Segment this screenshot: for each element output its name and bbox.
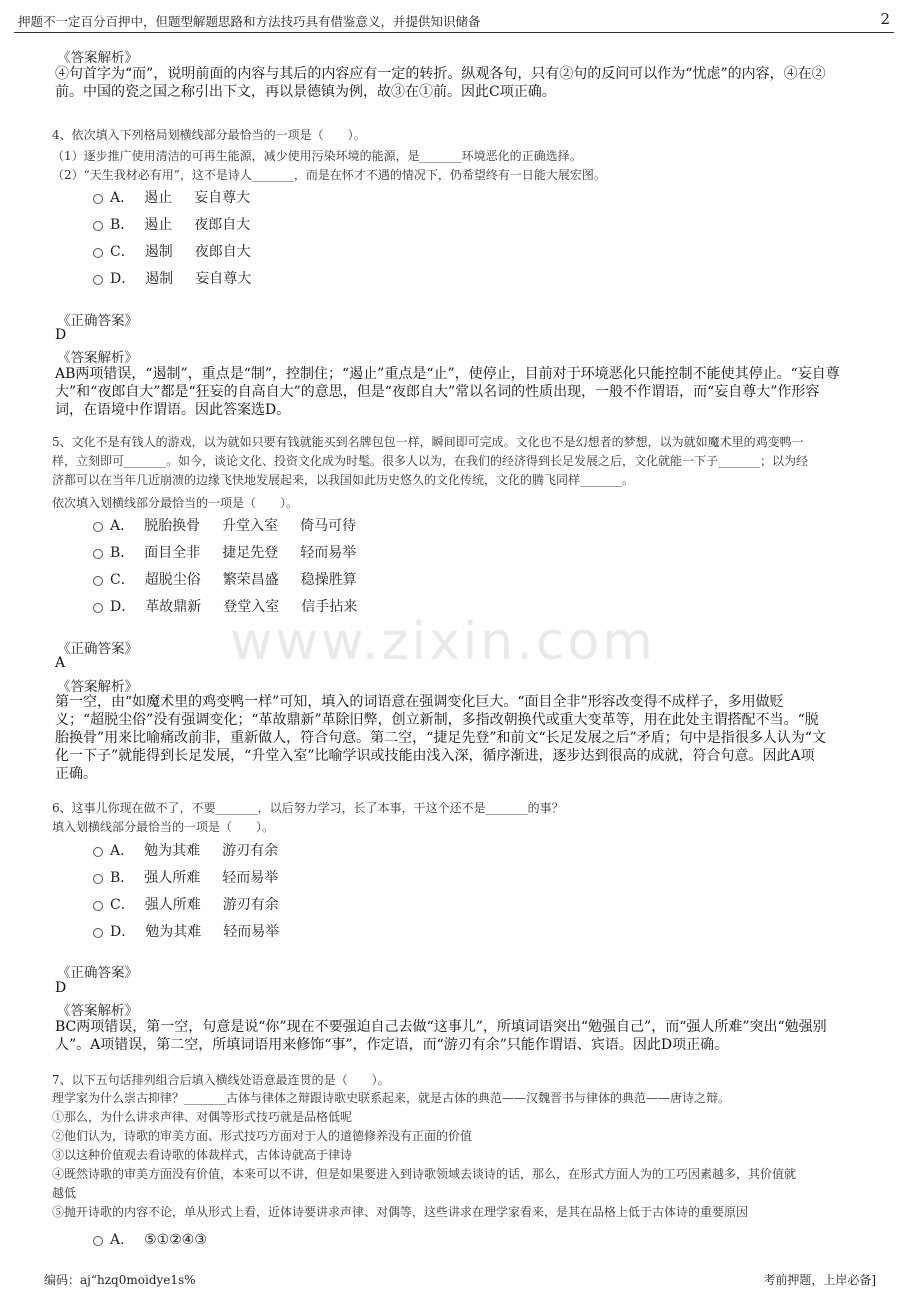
radio-icon[interactable]: [93, 576, 103, 586]
option-letter: B．: [110, 870, 135, 886]
radio-icon[interactable]: [93, 874, 103, 884]
radio-icon[interactable]: [93, 248, 103, 258]
q3-analysis-line: 前。中国的瓷之国之称引出下文，再以景德镇为例，故③在①前。因此C项正确。: [55, 84, 556, 100]
q6-stem: 6、这事儿你现在做不了，不要_______，以后努力学习，长了本事，干这个还不是_______的事？: [52, 801, 564, 815]
option-word: 强人所难: [144, 897, 201, 913]
correct-answer-label: 《正确答案》: [57, 313, 138, 329]
q6-analysis: [55, 1018, 867, 1054]
option-word: 强人所难: [144, 870, 201, 886]
q7-stem: 7、以下五句话排列组合后填入横线处语意最连贯的是（ ）。: [52, 1073, 390, 1087]
correct-answer-label: 《正确答案》: [57, 965, 138, 981]
q7-line: ⑤抛开诗歌的内容不论，单从形式上看，近体诗要讲求声律、对偶等，这些讲求在理学家看来，是其在品格上低于古体诗的重要原因: [52, 1205, 749, 1219]
option-word: 捷足先登: [222, 545, 279, 561]
option-letter: C．: [110, 572, 135, 588]
radio-icon[interactable]: [93, 194, 103, 204]
q4-analysis-line: AB两项错误，“遏制”，重点是“制”，控制住；“遏止”重点是“止”，使停止，目前对于环境恶化只能控制不能使其停止。“妄自尊: [55, 366, 840, 382]
q7-line: ①那么，为什么讲求声律、对偶等形式技巧就是品格低呢: [52, 1110, 353, 1124]
option-word: 遏止: [144, 190, 173, 206]
correct-answer-label: 《正确答案》: [57, 641, 138, 657]
option-letter: D．: [110, 924, 136, 940]
option-letter: A．: [110, 843, 135, 859]
analysis-label: 《答案解析》: [57, 1003, 138, 1019]
radio-icon[interactable]: [93, 549, 103, 559]
q6-option-d[interactable]: [93, 921, 279, 941]
option-word: 革故鼎新: [145, 599, 202, 615]
option-word: 游刃有余: [222, 897, 279, 913]
q4-analysis-line: 大”和“夜郎自大”都是“狂妄的自高自大”的意思，但是“夜郎自大”常以名词的性质出现，一般不作谓语，而“妄自尊大”作形容: [55, 384, 820, 400]
option-word: 遏制: [145, 271, 174, 287]
q4-sub2: （2）“天生我材必有用”，这不是诗人_______，而是在怀才不遇的情况下，仍希望终有一日能大展宏图。: [52, 168, 606, 182]
q6-analysis-line: BC两项错误，第一空，句意是说“你”现在不要强迫自己去做“这事儿”，所填词语突出“勉强自己”，而“强人所难”突出“勉强别: [55, 1019, 827, 1035]
option-word: 勉为其难: [145, 924, 202, 940]
footer-code: 编码：aj“hzq0moidye1s%: [44, 1273, 196, 1287]
analysis-label: 《答案解析》: [57, 679, 138, 695]
q6-option-a[interactable]: [93, 840, 278, 860]
radio-icon[interactable]: [93, 275, 103, 285]
q4-sub1: （1）逐步推广使用清洁的可再生能源，减少使用污染环境的能源，是_______环境恶化的正确选择。: [52, 149, 582, 163]
q7-line: 理学家为什么崇古抑律？_______古体与律体之辩跟诗歌史联系起来，就是古体的典范——汉魏晋书与律体的典范——唐诗之辩。: [52, 1091, 731, 1105]
option-letter: C．: [110, 244, 135, 260]
page-number: 2: [880, 10, 890, 28]
radio-icon[interactable]: [93, 522, 103, 532]
analysis-label: 《答案解析》: [57, 350, 138, 366]
option-letter: D．: [110, 599, 136, 615]
radio-icon[interactable]: [93, 928, 103, 938]
q3-analysis-line: ④句首字为“而”，说明前面的内容与其后的内容应有一定的转折。纵观各句，只有②句的反问可以作为“忧虑”的内容，④在②: [55, 66, 826, 82]
option-letter: B．: [110, 217, 135, 233]
q4-stem: 4、依次填入下列格局划横线部分最恰当的一项是（ ）。: [52, 128, 366, 142]
radio-icon[interactable]: [93, 603, 103, 613]
option-word: 遏止: [144, 217, 173, 233]
option-letter: C．: [110, 897, 135, 913]
option-letter: B．: [110, 545, 135, 561]
q4-answer: D: [55, 327, 67, 343]
q7-line: 越低: [52, 1186, 77, 1200]
q7-option-a[interactable]: [93, 1229, 207, 1249]
page-header: [14, 10, 894, 33]
q5-analysis-line: 胎换骨”用来比喻痛改前非，重新做人，符合句意。第二空，“捷足先登”和前文“长足发展之后”矛盾；句中是指很多人认为“文: [55, 730, 826, 746]
q5-analysis-line: 化一下子”就能得到长足发展，“升堂入室”比喻学识或技能由浅入深，循序渐进，逐步达到很高的成就，符合句意。因此A项: [55, 748, 815, 764]
option-letter: D．: [110, 271, 136, 287]
option-word: 轻而易举: [300, 545, 357, 561]
option-word: 妄自尊大: [195, 271, 252, 287]
q5-stem: 依次填入划横线部分最恰当的一项是（ ）。: [52, 496, 299, 510]
q4-analysis-line: 词，在语境中作谓语。因此答案选D。: [55, 402, 291, 418]
q3-analysis: [55, 65, 867, 101]
q6-analysis-line: 人”。A项错误，第二空，所填词语用来修饰“事”，作定语，而“游刃有余”只能作谓语、宾语。因此D项正确。: [55, 1037, 729, 1053]
q5-analysis-line: 义；“超脱尘俗”没有强调变化；“革故鼎新”革除旧弊，创立新制，多指改朝换代或重大变革等，用在此处主谓搭配不当。“脱: [55, 712, 819, 728]
option-letter: A．: [110, 190, 135, 206]
q4-option-b[interactable]: [93, 214, 250, 234]
radio-icon[interactable]: [93, 1236, 103, 1246]
option-word: 登堂入室: [223, 599, 280, 615]
option-word: 升堂入室: [222, 518, 279, 534]
q5-option-d[interactable]: [93, 596, 357, 616]
footer-slogan: 考前押题，上岸必备]: [763, 1273, 876, 1287]
q5-para-line: 济都可以在当年几近崩溃的边缘飞快地发展起来，以我国如此历史悠久的文化传统，文化的腾飞同样_______。: [52, 473, 635, 487]
watermark: www.zixin.com: [230, 612, 656, 672]
q6-stem2: 填入划横线部分最恰当的一项是（ ）。: [52, 820, 275, 834]
q7-line: ④既然诗歌的审美方面没有价值，本来可以不讲，但是如果要进入到诗歌领域去谈诗的话，那么，在形式方面人为的工巧因素越多，其价值就: [52, 1167, 797, 1181]
header-text: 押题不一定百分百押中，但题型解题思路和方法技巧具有借鉴意义，并提供知识储备: [18, 14, 481, 29]
option-word: 妄自尊大: [194, 190, 251, 206]
option-word: 遏制: [144, 244, 173, 260]
q5-para-line: 样，立刻即可_______。如今，谈论文化、投资文化成为时髦。很多人以为，在我们的经济得到长足发展之后，文化就能一下子_______；以为经: [52, 454, 809, 468]
radio-icon[interactable]: [93, 221, 103, 231]
q7-line: ③以这种价值观去看诗歌的体裁样式，古体诗就高于律诗: [52, 1148, 353, 1162]
q4-option-c[interactable]: [93, 241, 251, 261]
option-word: 轻而易举: [222, 870, 279, 886]
q4-option-a[interactable]: [93, 187, 250, 207]
analysis-label: 《答案解析》: [57, 50, 138, 66]
q5-option-b[interactable]: [93, 542, 356, 562]
option-word: 游刃有余: [222, 843, 279, 859]
option-word: 倚马可待: [300, 518, 357, 534]
q5-analysis: [55, 693, 867, 783]
q6-option-c[interactable]: [93, 894, 279, 914]
radio-icon[interactable]: [93, 901, 103, 911]
q6-option-b[interactable]: [93, 867, 278, 887]
q7-body: [52, 1089, 872, 1222]
option-word: 脱胎换骨: [144, 518, 201, 534]
option-word: 信手拈来: [301, 599, 358, 615]
option-word: 超脱尘俗: [144, 572, 201, 588]
option-word: 繁荣昌盛: [222, 572, 279, 588]
q5-option-c[interactable]: [93, 569, 357, 589]
option-word: 夜郎自大: [194, 244, 251, 260]
q5-analysis-line: 第一空，由“如魔术里的鸡变鸭一样”可知，填入的词语意在强调变化巨大。“面目全非”形容改变得不成样子，多用做贬: [55, 694, 784, 710]
q4-option-d[interactable]: [93, 268, 251, 288]
radio-icon[interactable]: [93, 847, 103, 857]
option-word: 夜郎自大: [194, 217, 251, 233]
q5-option-a[interactable]: [93, 515, 356, 535]
option-letter: A．: [110, 1232, 135, 1248]
option-letter: A．: [110, 518, 135, 534]
option-word: 稳操胜算: [300, 572, 357, 588]
option-word: 轻而易举: [223, 924, 280, 940]
q6-answer: D: [55, 980, 67, 996]
q4-analysis: [55, 365, 867, 419]
option-word: 勉为其难: [144, 843, 201, 859]
q5-analysis-line: 正确。: [55, 766, 97, 782]
q5-para-line: 5、文化不是有钱人的游戏，以为就如只要有钱就能买到名牌包包一样，瞬间即可完成。文化也不是幻想者的梦想，以为就如魔术里的鸡变鸭一: [52, 435, 804, 449]
option-word: 面目全非: [144, 545, 201, 561]
q5-paragraph: [52, 433, 872, 490]
option-text: ⑤①②④③: [144, 1232, 207, 1248]
q5-answer: A: [55, 655, 66, 671]
q7-line: ②他们认为，诗歌的审美方面、形式技巧方面对于人的道德修养没有正面的价值: [52, 1129, 473, 1143]
